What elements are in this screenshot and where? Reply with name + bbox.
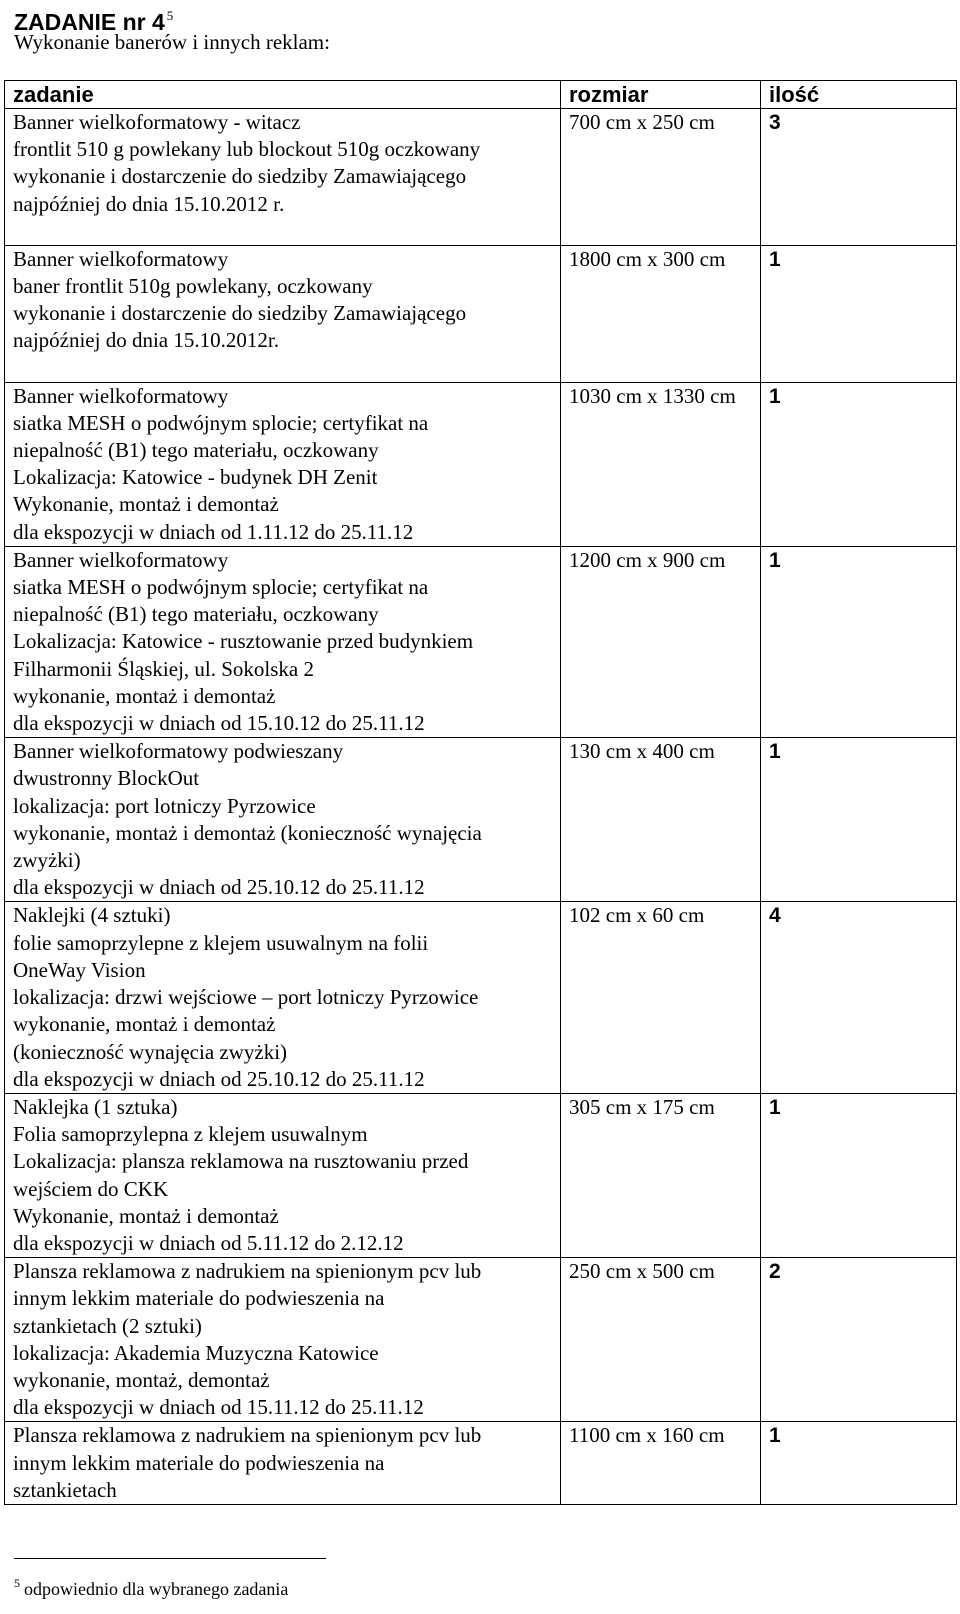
table-body — [5, 109, 957, 1505]
task-description-line: siatka MESH o podwójnym splocie; certyfikat na — [13, 410, 429, 435]
task-description-line: Wykonanie, montaż i demontaż — [13, 1203, 279, 1228]
size-cell: 1800 cm x 300 cm — [561, 245, 761, 382]
task-description-line: siatka MESH o podwójnym splocie; certyfikat na — [13, 575, 429, 600]
task-description-line: Banner wielkoformatowy - witacz — [13, 110, 301, 134]
quantity-cell: 3 — [761, 109, 957, 246]
table-row — [5, 382, 957, 546]
task-description-line: Naklejka (1 sztuka) — [13, 1094, 178, 1119]
task-description-line: Plansza reklamowa z nadrukiem na spienionym pcv lub — [13, 1423, 482, 1448]
task-cell — [5, 245, 561, 382]
size-cell: 1100 cm x 160 cm — [561, 1422, 761, 1505]
footnote-number: 5 — [14, 1576, 20, 1590]
task-description-line: wykonanie i dostarczenie do siedziby Zamawiającego — [13, 301, 467, 326]
task-description-line: innym lekkim materiale do podwieszenia na — [13, 1286, 385, 1311]
table-header-row — [5, 81, 957, 109]
task-cell — [5, 1258, 561, 1422]
footnote-text: odpowiednio dla wybranego zadania — [24, 1579, 289, 1599]
task-description-line: Lokalizacja: Katowice - rusztowanie przed budynkiem — [13, 629, 474, 654]
task-description-line: dla ekspozycji w dniach od 25.10.12 do 25.11.12 — [13, 875, 425, 900]
column-header-size: rozmiar — [561, 81, 761, 109]
task-description-line: lokalizacja: Akademia Muzyczna Katowice — [13, 1340, 379, 1365]
task-cell — [5, 546, 561, 737]
orders-table — [4, 80, 957, 1505]
size-cell: 305 cm x 175 cm — [561, 1093, 761, 1257]
task-description-line: niepalność (B1) tego materiału, oczkowany — [13, 438, 379, 463]
task-description-line: dwustronny BlockOut — [13, 766, 200, 791]
task-description-line: OneWay Vision — [13, 957, 146, 982]
table-row — [5, 902, 957, 1093]
footnote-ref: 5 — [166, 8, 174, 23]
task-description-line: niepalność (B1) tego materiału, oczkowany — [13, 602, 379, 627]
task-description-line: lokalizacja: port lotniczy Pyrzowice — [13, 793, 316, 818]
task-cell — [5, 902, 561, 1093]
table-row — [5, 738, 957, 902]
size-cell: 1200 cm x 900 cm — [561, 546, 761, 737]
task-description-line: dla ekspozycji w dniach od 25.10.12 do 25.11.12 — [13, 1066, 425, 1091]
task-description-line: Banner wielkoformatowy podwieszany — [13, 739, 344, 764]
task-description-line: dla ekspozycji w dniach od 15.10.12 do 25.11.12 — [13, 711, 425, 736]
footnote — [14, 1572, 288, 1600]
task-description-line: Wykonanie, montaż i demontaż — [13, 492, 279, 517]
task-description-line: dla ekspozycji w dniach od 15.11.12 do 25.11.12 — [13, 1395, 424, 1420]
quantity-cell: 4 — [761, 902, 957, 1093]
task-description-line: Banner wielkoformatowy — [13, 246, 229, 271]
task-description-line: wykonanie, montaż, demontaż — [13, 1367, 270, 1392]
quantity-cell: 1 — [761, 546, 957, 737]
task-description-line: Lokalizacja: Katowice - budynek DH Zenit — [13, 465, 378, 490]
task-cell — [5, 1422, 561, 1505]
task-description-line: wejściem do CKK — [13, 1176, 169, 1201]
table-row — [5, 1093, 957, 1257]
task-cell — [5, 1093, 561, 1257]
task-description-line: Lokalizacja: plansza reklamowa na rusztowaniu przed — [13, 1149, 469, 1174]
size-cell: 130 cm x 400 cm — [561, 738, 761, 902]
footnote-separator — [14, 1558, 326, 1559]
task-cell — [5, 109, 561, 246]
size-cell: 1030 cm x 1330 cm — [561, 382, 761, 546]
task-description-line: sztankietach (2 sztuki) — [13, 1313, 202, 1338]
table-row — [5, 1258, 957, 1422]
table-row — [5, 245, 957, 382]
table-row — [5, 546, 957, 737]
task-description-line: lokalizacja: drzwi wejściowe – port lotniczy Pyrzowice — [13, 985, 479, 1010]
task-description-line: baner frontlit 510g powlekany, oczkowany — [13, 274, 373, 299]
quantity-cell: 1 — [761, 738, 957, 902]
task-description-line: Banner wielkoformatowy — [13, 547, 229, 572]
quantity-cell: 1 — [761, 245, 957, 382]
task-description-line: dla ekspozycji w dniach od 5.11.12 do 2.12.12 — [13, 1230, 404, 1255]
task-description-line: najpóźniej do dnia 15.10.2012r. — [13, 328, 279, 353]
quantity-cell: 1 — [761, 1093, 957, 1257]
task-description-line: (konieczność wynajęcia zwyżki) — [13, 1039, 288, 1064]
quantity-cell: 1 — [761, 1422, 957, 1505]
page-subtitle: Wykonanie banerów i innych reklam: — [14, 30, 330, 54]
column-header-qty: ilość — [761, 81, 957, 109]
quantity-cell: 2 — [761, 1258, 957, 1422]
quantity-cell: 1 — [761, 382, 957, 546]
task-description-line: najpóźniej do dnia 15.10.2012 r. — [13, 191, 285, 216]
size-cell: 102 cm x 60 cm — [561, 902, 761, 1093]
title-text: ZADANIE nr 4 — [14, 9, 165, 35]
task-description-line: Naklejki (4 sztuki) — [13, 903, 171, 928]
task-description-line: Plansza reklamowa z nadrukiem na spienionym pcv lub — [13, 1259, 482, 1284]
task-description-line: Folia samoprzylepna z klejem usuwalnym — [13, 1122, 368, 1147]
task-description-line: dla ekspozycji w dniach od 1.11.12 do 25.11.12 — [13, 519, 414, 544]
task-description-line: Filharmonii Śląskiej, ul. Sokolska 2 — [13, 656, 315, 681]
task-description-line: zwyżki) — [13, 848, 81, 873]
task-description-line: wykonanie, montaż i demontaż (konieczność wynajęcia — [13, 820, 482, 845]
task-description-line: wykonanie, montaż i demontaż — [13, 683, 276, 708]
task-description-line: wykonanie i dostarczenie do siedziby Zamawiającego — [13, 164, 467, 189]
size-cell: 700 cm x 250 cm — [561, 109, 761, 246]
task-description-line: wykonanie, montaż i demontaż — [13, 1012, 276, 1037]
task-cell — [5, 738, 561, 902]
task-description-line: sztankietach — [13, 1477, 117, 1502]
size-cell: 250 cm x 500 cm — [561, 1258, 761, 1422]
task-description-line: innym lekkim materiale do podwieszenia na — [13, 1450, 385, 1475]
table-row — [5, 109, 957, 246]
column-header-task: zadanie — [5, 81, 561, 109]
task-description-line: folie samoprzylepne z klejem usuwalnym na folii — [13, 930, 429, 955]
task-description-line: frontlit 510 g powlekany lub blockout 510g oczkowany — [13, 137, 481, 162]
task-description-line: Banner wielkoformatowy — [13, 383, 229, 408]
task-cell — [5, 382, 561, 546]
table-row — [5, 1422, 957, 1505]
